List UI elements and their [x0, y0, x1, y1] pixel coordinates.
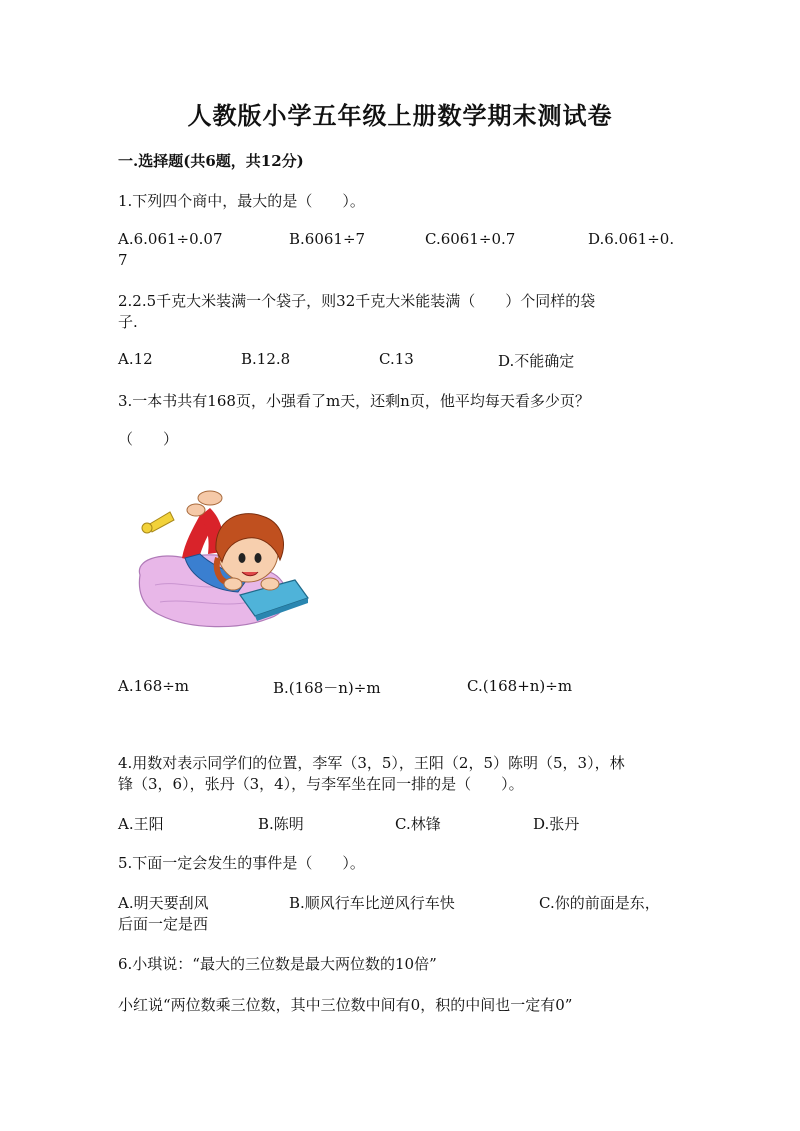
question-2-option-c: C.13	[379, 350, 414, 368]
question-6-line-2: 小红说“两位数乘三位数，其中三位数中间有0，积的中间也一定有0”	[118, 996, 573, 1014]
question-3-option-c: C.(168+n)÷m	[467, 677, 573, 695]
question-5-option-c-wrap: 后面一定是西	[118, 915, 209, 933]
question-5-option-c: C.你的前面是东，	[539, 894, 660, 912]
question-2-option-a: A.12	[118, 350, 153, 368]
question-4-stem-line-1: 4.用数对表示同学们的位置，李军（3，5），王阳（2，5）陈明（5，3），林	[118, 754, 625, 772]
question-4-stem-line-2: 锋（3，6），张丹（3，4），与李军坐在同一排的是（ ）。	[118, 775, 524, 793]
question-6-line-1: 6.小琪说：“最大的三位数是最大两位数的10倍”	[118, 955, 437, 973]
question-1-option-c: C.6061÷0.7	[425, 230, 516, 248]
section-heading: 一.选择题(共6题，共12分)	[118, 152, 304, 170]
question-3-stem: 3.一本书共有168页，小强看了m天，还剩n页，他平均每天看多少页？	[118, 392, 590, 410]
question-1-option-b: B.6061÷7	[289, 230, 366, 248]
question-2-stem-line-2: 子.	[118, 313, 138, 331]
question-2-stem-line-1: 2.2.5千克大米装满一个袋子，则32千克大米能装满（ ）个同样的袋	[118, 292, 596, 310]
question-1-option-a: A.6.061÷0.07	[118, 230, 223, 248]
question-4-option-c: C.林锋	[395, 815, 441, 833]
question-4-option-a: A.王阳	[118, 815, 164, 833]
child-reading-illustration	[130, 480, 320, 640]
question-3-option-b: B.(168－n)÷m	[273, 679, 381, 697]
question-4-option-d: D.张丹	[533, 815, 580, 833]
question-4-option-b: B.陈明	[258, 815, 304, 833]
question-3-answer-paren: （ ）	[118, 430, 179, 448]
page-title: 人教版小学五年级上册数学期末测试卷	[187, 101, 613, 130]
question-5-stem: 5.下面一定会发生的事件是（ ）。	[118, 854, 365, 872]
question-3-option-a: A.168÷m	[118, 677, 190, 695]
question-2-option-b: B.12.8	[241, 350, 291, 368]
question-2-option-d: D.不能确定	[498, 352, 575, 370]
question-5-option-a: A.明天要刮风	[118, 894, 209, 912]
question-1-stem: 1.下列四个商中，最大的是（ ）。	[118, 192, 365, 210]
question-1-option-d-wrap: 7	[118, 251, 128, 269]
question-5-option-b: B.顺风行车比逆风行车快	[289, 894, 455, 912]
question-1-option-d: D.6.061÷0.	[588, 230, 675, 248]
